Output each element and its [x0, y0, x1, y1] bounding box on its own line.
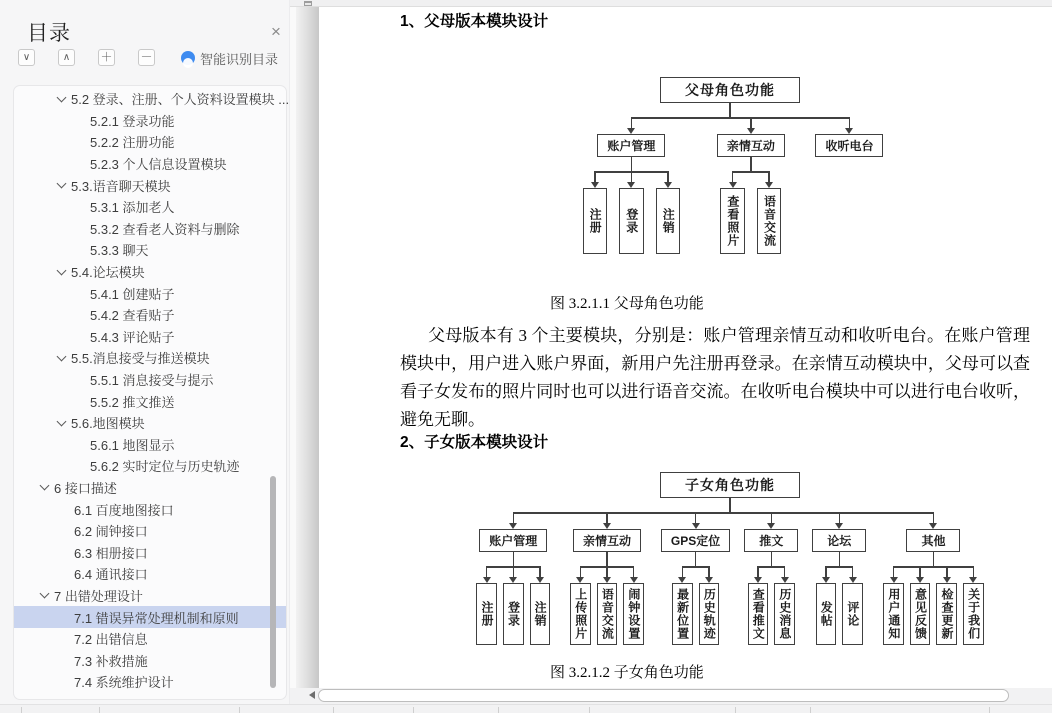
statusbar-divider — [333, 707, 334, 713]
toc-item[interactable] — [14, 649, 286, 671]
diagram-leaf-box: 上传照片 — [570, 583, 591, 645]
toc-item[interactable] — [14, 174, 286, 196]
toc-item[interactable] — [14, 541, 286, 563]
chevron-down-icon[interactable] — [38, 480, 52, 494]
toc-item[interactable] — [14, 498, 286, 520]
toc-item[interactable] — [14, 218, 286, 240]
ai-sparkle-icon — [181, 51, 195, 65]
page-content — [319, 7, 1052, 715]
diagram-leaf-box: 注册 — [583, 188, 608, 254]
toc-item-label: 5.2.1 登录功能 — [90, 113, 175, 129]
toc-item-label: 5.4.论坛模块 — [71, 265, 145, 281]
diagram-leaf-box: 关于我们 — [963, 583, 984, 645]
diagram-leaf-box: 发帖 — [816, 583, 837, 645]
chevron-down-icon[interactable] — [55, 265, 69, 279]
statusbar-divider — [735, 707, 736, 713]
toc-panel-title: 目录 — [27, 22, 71, 45]
chevron-down-icon[interactable] — [58, 524, 72, 538]
toc-tree-card — [13, 85, 290, 700]
diagram-branch — [654, 512, 737, 645]
toc-item-label: 5.2.2 注册功能 — [90, 135, 175, 151]
statusbar-divider — [99, 707, 100, 713]
connector-line — [729, 103, 731, 117]
toc-item-label: 6.1 百度地图接口 — [74, 502, 174, 518]
diagram-branch-box: 账户管理 — [479, 529, 547, 552]
diagram-branch-box: 亲情互动 — [573, 529, 641, 552]
statusbar-divider — [589, 707, 590, 713]
chevron-down-icon[interactable] — [58, 632, 72, 646]
zoom-in-button[interactable]: ＋ — [98, 49, 115, 66]
statusbar-divider — [413, 707, 414, 713]
chevron-down-icon[interactable] — [74, 286, 88, 300]
toc-item-label: 5.5.2 推文推送 — [90, 394, 175, 410]
chevron-down-icon[interactable] — [55, 351, 69, 365]
statusbar-divider — [21, 707, 22, 713]
diagram-leaf-box: 最新位置 — [672, 583, 693, 645]
diagram-root-box: 子女角色功能 — [660, 472, 800, 498]
toc-item-label: 5.3.3 聊天 — [90, 243, 149, 259]
toc-item[interactable] — [14, 88, 290, 110]
expand-all-button[interactable]: ∨ — [18, 49, 35, 66]
diagram-branch — [563, 117, 701, 254]
toc-item[interactable] — [14, 110, 286, 132]
chevron-down-icon[interactable] — [58, 653, 72, 667]
toc-item-label: 6 接口描述 — [54, 480, 117, 496]
toc-item[interactable] — [14, 369, 286, 391]
diagram-child-role — [400, 472, 1060, 645]
toc-item[interactable] — [14, 196, 286, 218]
toc-scrollbar-thumb[interactable] — [270, 476, 276, 688]
connector-line — [631, 157, 633, 171]
diagram-branch-box: GPS定位 — [661, 529, 730, 552]
statusbar-divider — [239, 707, 240, 713]
toc-item[interactable] — [14, 304, 286, 326]
diagram-leaf-box: 查看推文 — [748, 583, 769, 645]
chevron-down-icon[interactable] — [74, 113, 88, 127]
toc-item[interactable] — [14, 326, 286, 348]
toc-item[interactable] — [14, 347, 286, 369]
chevron-down-icon[interactable] — [74, 243, 88, 257]
toc-item-label: 6.3 相册接口 — [74, 545, 148, 561]
status-bar — [0, 704, 1052, 713]
toc-item[interactable] — [14, 390, 286, 412]
toc-item[interactable] — [14, 261, 286, 283]
toc-item[interactable] — [14, 628, 286, 650]
chevron-down-icon[interactable] — [58, 502, 72, 516]
toc-item-label: 5.3.语音聊天模块 — [71, 178, 171, 194]
horizontal-scrollbar[interactable] — [318, 689, 1009, 702]
statusbar-divider — [498, 707, 499, 713]
toc-item[interactable] — [14, 455, 286, 477]
chevron-down-icon[interactable] — [74, 329, 88, 343]
diagram-root-box: 父母角色功能 — [660, 77, 800, 103]
collapse-all-button[interactable]: ∧ — [58, 49, 75, 66]
toc-item[interactable] — [14, 131, 286, 153]
chevron-down-icon[interactable] — [38, 588, 52, 602]
toc-item[interactable] — [14, 671, 286, 693]
chevron-down-icon[interactable] — [55, 416, 69, 430]
diagram-leaf-box: 用户通知 — [883, 583, 904, 645]
doc-heading-1: 1、父母版本模块设计 — [400, 13, 549, 30]
diagram-branch-box: 亲情互动 — [717, 134, 785, 157]
diagram-branch-box: 论坛 — [812, 529, 866, 552]
toc-panel — [0, 0, 290, 704]
toc-item-label: 7 出错处理设计 — [54, 588, 143, 604]
chevron-down-icon[interactable] — [74, 200, 88, 214]
statusbar-divider — [989, 707, 990, 713]
toc-item-label: 7.2 出错信息 — [74, 632, 148, 648]
diagram-branch — [560, 512, 654, 645]
smart-toc-button[interactable] — [181, 49, 278, 67]
toc-item-label: 5.2 登录、注册、个人资料设置模块 ... — [71, 92, 290, 108]
diagram-branch — [700, 117, 801, 254]
diagram-branch-box: 账户管理 — [597, 134, 665, 157]
chevron-down-icon[interactable] — [74, 157, 88, 171]
chevron-down-icon[interactable] — [74, 373, 88, 387]
diagram-branch — [737, 512, 805, 645]
toc-item-label: 6.4 通讯接口 — [74, 567, 148, 583]
statusbar-divider — [810, 707, 811, 713]
connector-line — [729, 498, 731, 512]
diagram-leaf-box: 查看照片 — [720, 188, 745, 254]
toc-item-label: 6.2 闹钟接口 — [74, 524, 148, 540]
figure-caption-2: 图 3.2.1.2 子女角色功能 — [550, 665, 704, 681]
toc-item-label: 7.4 系统维护设计 — [74, 675, 174, 691]
toc-item-label: 5.3.1 添加老人 — [90, 200, 175, 216]
diagram-branch-box: 推文 — [744, 529, 798, 552]
zoom-out-button[interactable]: － — [138, 49, 155, 66]
doc-heading-2: 2、子女版本模块设计 — [400, 434, 549, 451]
doc-paragraph-1: 父母版本有 3 个主要模块，分别是：账户管理亲情互动和收听电台。在账户管理模块中，用户进入账户界面，新用户先注册再登录。在亲情互动模块中，父母可以查看子女发布的照片同时也可以进行语音交流。在收听电台模块中可以进行电台收听，避免无聊。 — [400, 326, 1030, 429]
chevron-down-icon[interactable] — [74, 221, 88, 235]
toc-item-label: 5.5.1 消息接受与提示 — [90, 373, 214, 389]
diagram-leaf-box: 语音交流 — [597, 583, 618, 645]
diagram-branch — [873, 512, 993, 645]
chevron-down-icon[interactable] — [55, 92, 69, 106]
toc-item[interactable] — [14, 606, 286, 628]
document-area — [290, 0, 1052, 704]
diagram-leaf-box: 意见反馈 — [910, 583, 931, 645]
ruler-toggle-icon[interactable] — [304, 1, 312, 6]
diagram-leaf-box: 注销 — [530, 583, 551, 645]
toc-item-label: 5.6.1 地图显示 — [90, 437, 175, 453]
chevron-down-icon[interactable] — [74, 308, 88, 322]
toc-item[interactable] — [14, 520, 286, 542]
diagram-branch — [805, 512, 873, 645]
toc-item[interactable] — [14, 282, 286, 304]
toc-item-label: 5.3.2 查看老人资料与删除 — [90, 221, 240, 237]
page-left-shadow — [296, 7, 319, 690]
chevron-down-icon[interactable] — [58, 610, 72, 624]
chevron-down-icon[interactable] — [74, 437, 88, 451]
toc-tree — [14, 88, 290, 693]
toc-item[interactable] — [14, 434, 286, 456]
diagram-branch — [466, 512, 560, 645]
toc-item[interactable] — [14, 585, 286, 607]
diagram-branch-box: 其他 — [906, 529, 960, 552]
diagram-leaf-box: 历史消息 — [774, 583, 795, 645]
toc-item[interactable] — [14, 239, 286, 261]
diagram-leaf-box: 注册 — [476, 583, 497, 645]
toc-item[interactable] — [14, 153, 286, 175]
toc-item-label: 5.2.3 个人信息设置模块 — [90, 157, 227, 173]
diagram-branch — [801, 117, 897, 157]
toc-item-label: 5.5.消息接受与推送模块 — [71, 351, 210, 367]
document-top-strip — [290, 0, 1052, 7]
chevron-down-icon[interactable] — [58, 675, 72, 689]
toc-item-label: 5.4.2 查看贴子 — [90, 308, 175, 324]
diagram-leaf-box: 注销 — [656, 188, 681, 254]
close-icon[interactable]: × — [271, 22, 281, 41]
diagram-leaf-box: 语音交流 — [757, 188, 782, 254]
diagram-parent-role — [400, 77, 1060, 254]
chevron-down-icon[interactable] — [58, 545, 72, 559]
toc-item-label: 5.6.2 实时定位与历史轨迹 — [90, 459, 240, 475]
chevron-down-icon[interactable] — [58, 567, 72, 581]
chevron-down-icon[interactable] — [74, 459, 88, 473]
toc-item[interactable] — [14, 477, 286, 499]
toc-item-label: 5.4.3 评论贴子 — [90, 329, 175, 345]
scroll-left-arrow-icon[interactable] — [305, 691, 315, 699]
diagram-leaf-box: 登录 — [503, 583, 524, 645]
diagram-leaf-box: 闹钟设置 — [623, 583, 644, 645]
diagram-leaf-box: 评论 — [842, 583, 863, 645]
document-page — [319, 7, 1052, 689]
chevron-down-icon[interactable] — [74, 135, 88, 149]
connector-line — [750, 157, 752, 171]
chevron-down-icon[interactable] — [55, 178, 69, 192]
toc-item-label: 5.4.1 创建贴子 — [90, 286, 175, 302]
figure-caption-1: 图 3.2.1.1 父母角色功能 — [550, 296, 704, 312]
smart-toc-label: 智能识别目录 — [199, 51, 278, 67]
diagram-branch-box: 收听电台 — [815, 134, 883, 157]
toc-toolbar — [0, 49, 290, 67]
diagram-leaf-box: 登录 — [619, 188, 644, 254]
toc-item-label: 7.3 补救措施 — [74, 653, 148, 669]
toc-item-label: 5.6.地图模块 — [71, 416, 145, 432]
diagram-leaf-box: 检查更新 — [936, 583, 957, 645]
diagram-leaf-box: 历史轨迹 — [699, 583, 720, 645]
chevron-down-icon[interactable] — [74, 394, 88, 408]
toc-item-label: 7.1 错误异常处理机制和原则 — [74, 610, 239, 626]
toc-item[interactable] — [14, 563, 286, 585]
toc-item[interactable] — [14, 412, 286, 434]
